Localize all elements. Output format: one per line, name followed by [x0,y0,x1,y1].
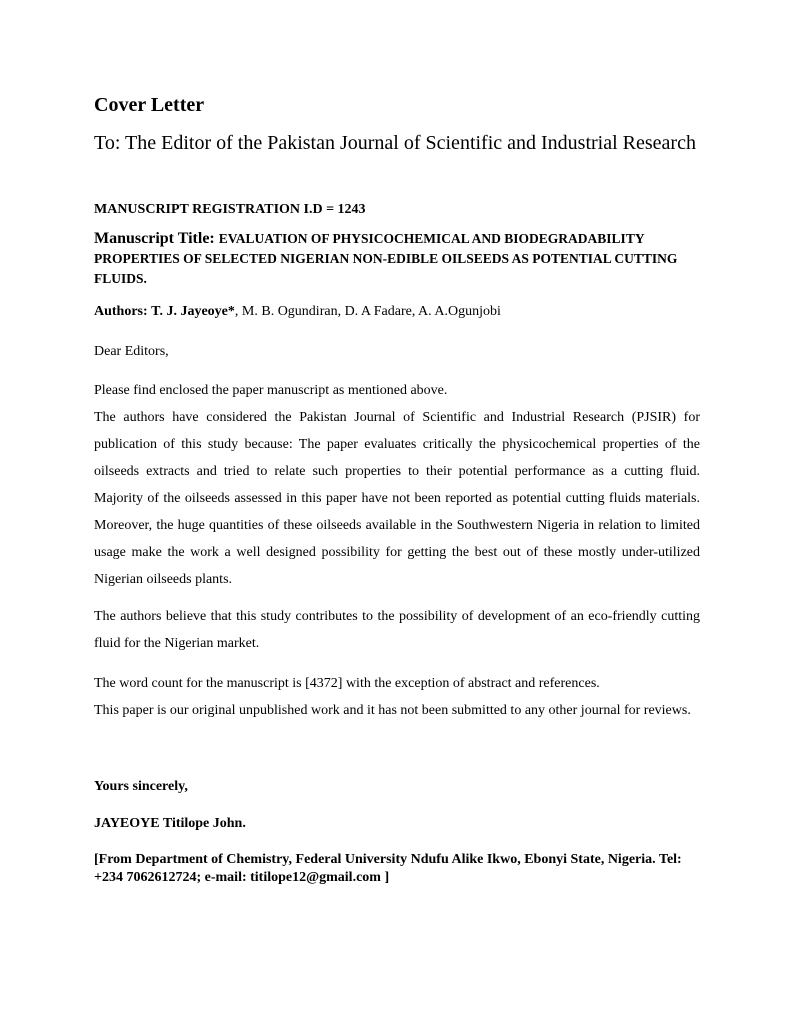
manuscript-title-text: EVALUATION OF PHYSICOCHEMICAL AND BIODEGRADABILITY PROPERTIES OF SELECTED NIGERIAN NON-EDIBLE OILSEEDS AS POTENTIAL CUTTING FLUIDS. [94,231,678,286]
body-paragraphs-2 [94,670,700,724]
paragraph-contribution: The authors believe that this study contributes to the possibility of development of an eco-friendly cutting fluid for the Nigerian market. [94,609,700,651]
affiliation: [From Department of Chemistry, Federal University Ndufu Alike Ikwo, Ebonyi State, Nigeria. Tel: +234 7062612724; e-mail: titilope12@gmail.com ] [94,852,682,885]
signer-name: JAYEOYE Titilope John. [94,816,246,831]
paragraph-word-count: The word count for the manuscript is [4372] with the exception of abstract and references. [94,676,600,691]
closing: Yours sincerely, [94,779,188,794]
paragraph-enclosure: Please find enclosed the paper manuscript as mentioned above. [94,383,448,398]
manuscript-title [94,229,704,289]
authors-line [94,303,501,321]
authors-label: Authors: [94,304,148,319]
co-authors: , M. B. Ogundiran, D. A Fadare, A. A.Ogunjobi [234,304,501,319]
registration-id: MANUSCRIPT REGISTRATION I.D = 1243 [94,202,366,217]
salutation: Dear Editors, [94,344,169,359]
manuscript-title-label: Manuscript Title: [94,230,215,247]
paragraph-justification: The authors have considered the Pakistan Journal of Scientific and Industrial Research (PJSIR) for publication of this study because: The paper evaluates critically the physicochemical properties of the oilseeds extracts and tried to relate such properties to their potential performance as a cutting fluid. Majority of the oilseeds assessed in this paper have not been reported as potential cutting fluids materials. Moreover, the huge quantities of these oilseeds available in the Southwestern Nigeria in relation to limited usage make the work a well designed possibility for getting the best out of these mostly under-utilized Nigerian oilseeds plants. [94,410,700,587]
corresponding-author: T. J. Jayeoye* [151,304,235,319]
letter-heading: Cover Letter [94,94,205,116]
body-paragraphs-1 [94,377,700,593]
recipient-line: To: The Editor of the Pakistan Journal of Scientific and Industrial Research [94,132,696,154]
paragraph-originality: This paper is our original unpublished work and it has not been submitted to any other journal for reviews. [94,703,691,718]
